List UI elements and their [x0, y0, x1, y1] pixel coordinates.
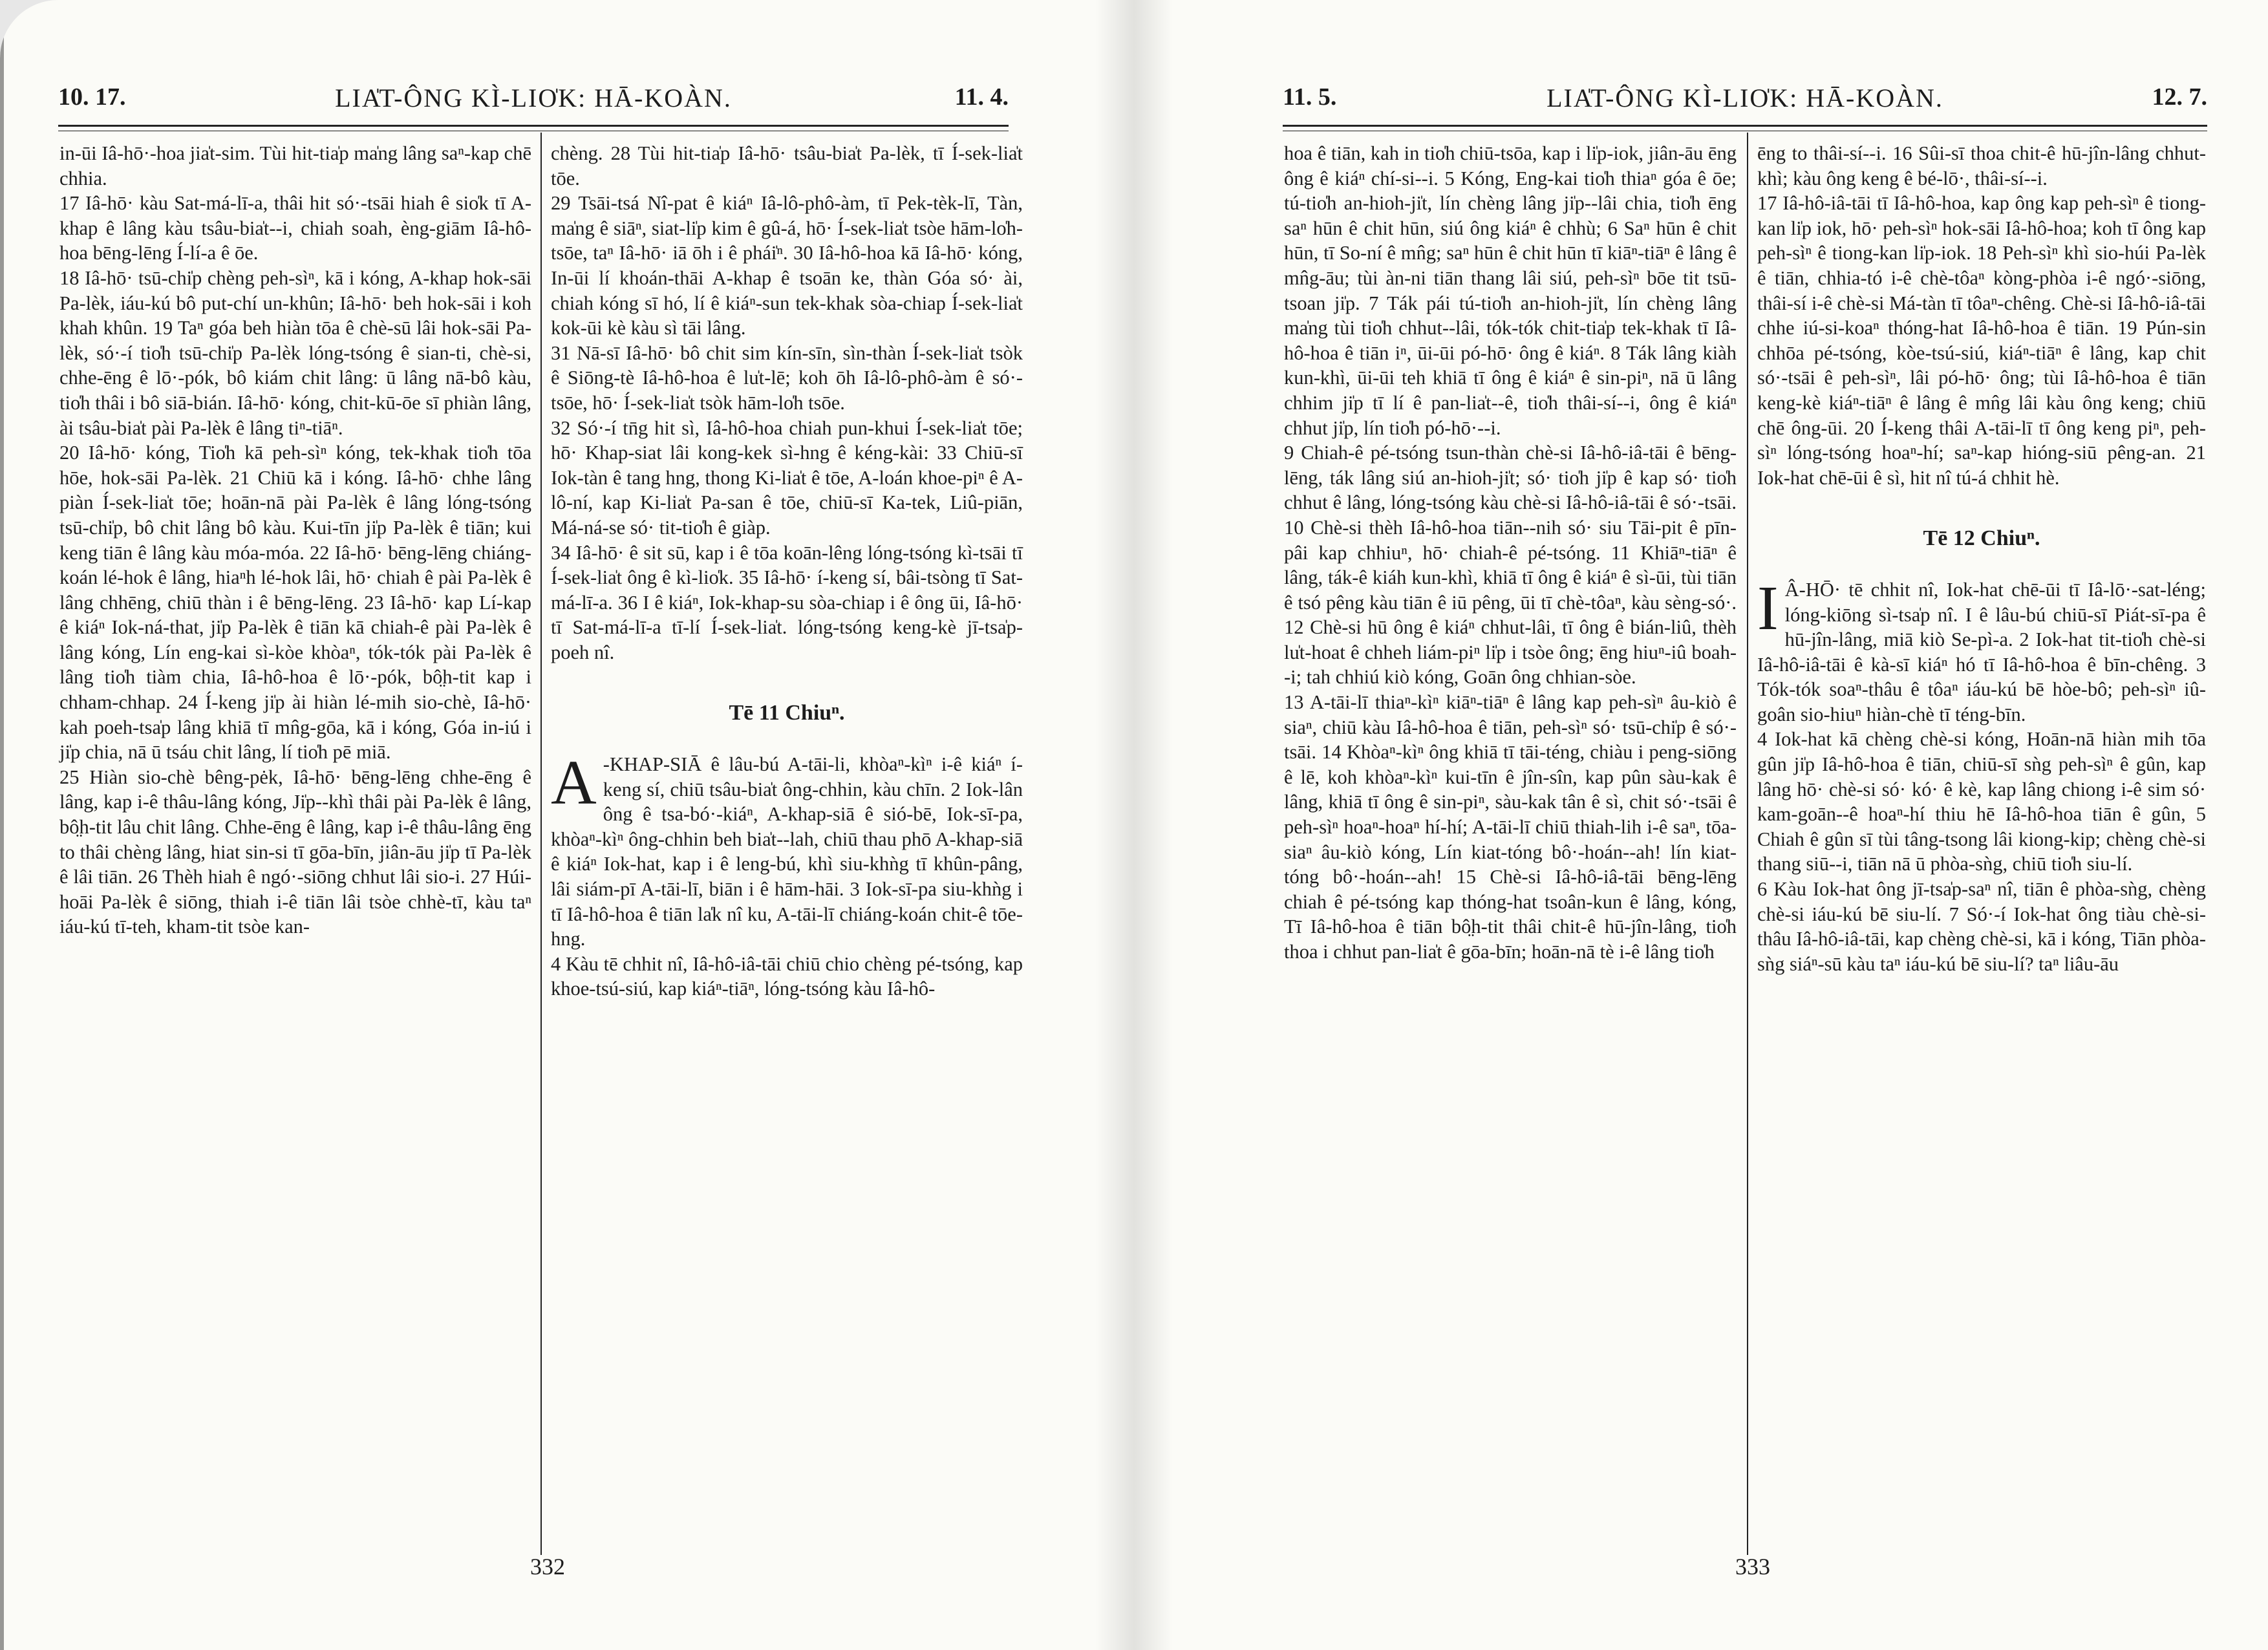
paragraph: 4 Kàu tē chhit nî, Iâ-hô-iâ-tāi chiū chio chèng pé-tsóng, kap khoe-tsú-siú, kap kiáⁿ-tiāⁿ, lóng-tsóng kàu Iâ-hô-: [551, 952, 1023, 1000]
column-divider: [1747, 133, 1748, 1555]
header-verse-ref-end: 12. 7.: [2152, 83, 2207, 111]
drop-cap: I: [1757, 573, 1779, 643]
paragraph: ēng to thâi-sí--i. 16 Sûi-sī thoa chit-ê hū-jîn-lâng chhut-khì; kàu ông keng ê bé-lō·, thâi-sí--i.: [1757, 142, 2206, 189]
chapter-heading: Tē 12 Chiuⁿ.: [1923, 526, 2040, 551]
paragraph: 13 A-tāi-lī thiaⁿ-kìⁿ kiāⁿ-tiāⁿ ê lâng kap peh-sìⁿ âu-kiò ê siaⁿ, chiū kàu Iâ-hô-hoa ê tiān, peh-sìⁿ só· tsū-chi̍p ê só·-tsāi. 14 Khòaⁿ-kìⁿ ông khiā tī tāi-téng, chiàu i peng-siōng ê lē, koh khòaⁿ-kìⁿ kui-tīn ê jîn-sîn, kap pûn sàu-kak ê lâng, khiā tī ông ê sin-piⁿ, sàu-kak tân ê sì, chit só·-tsāi ê peh-sìⁿ hoaⁿ-hoaⁿ hí-hí; A-tāi-lī chiū thiah-lih i-ê saⁿ, tōa-siaⁿ âu-kiò kóng, Lín kiat-tóng bô·-hoán--ah! lín kiat-tóng bô·-hoán--ah! 15 Chè-si Iâ-hô-iâ-tāi bēng-lēng chiah ê pé-tsóng kap thóng-hat tsoân-kun ê lâng, kóng, Tī Iâ-hô-hoa ê tiān bô̤h-tit thâi chit-ê hū-jîn-lâng, tio̍h thoa i chhut pan-lia̍t ê gōa-bīn; hoān-nā tè i-ê lâng tio̍h: [1284, 691, 1737, 963]
right-page: [1134, 0, 2268, 1650]
paragraph-text: -KHAP-SIĀ ê lâu-bú A-tāi-li, khòaⁿ-kìⁿ i-ê kiáⁿ í-keng sí, chiū tsâu-bia̍t ông-chhin, kàu chīn. 2 Iok-lân ông ê tsa-bó·-kiáⁿ, A-khap-siā ê sió-bē, Iok-sī-pa, khòaⁿ-kìⁿ ông-chhin beh bia̍t--lah, chiū thau phō A-khap-siā ê kiáⁿ Iok-hat, kap i ê leng-bú, khì siu-khǹg tī khûn-pâng, lâi siám-pī A-tāi-lī, biān i ê hām-hāi. 3 Iok-sī-pa siu-khǹg i tī Iâ-hô-hoa ê tiān la̍k nî ku, A-tāi-lī chiáng-koán chit-ê tōe-hng.: [551, 753, 1023, 950]
text-column-1: [1284, 141, 1737, 1531]
paragraph: 17 Iâ-hō· kàu Sat-má-lī-a, thâi hit só·-tsāi hiah ê sio̍k tī A-khap ê lâng kàu tsâu-bia̍t--i, chiah soah, èng-giām Iâ-hô-hoa bēng-lēng Í-lí-a ê ōe.: [59, 192, 531, 264]
paragraph: 31 Nā-sī Iâ-hō· bô chit sim kín-sīn, sìn-thàn Í-sek-lia̍t tsòk ê Siōng-tè Iâ-hô-hoa ê lu̍t-lē; koh ōh Iâ-lô-phô-àm ê só·-tsōe, hō· Í-sek-lia̍t tsòk hām-lo̍h tsōe.: [551, 341, 1023, 414]
header-rule: [58, 125, 1009, 127]
paragraph: 18 Iâ-hō· tsū-chi̍p chèng peh-sìⁿ, kā i kóng, A-khap hok-sāi Pa-lèk, iáu-kú bô put-chí un-khûn; Iâ-hō· beh hok-sāi i koh khah khûn. 19 Taⁿ góa beh hiàn tōa ê chè-sū lâi hok-sāi Pa-lèk, só·-í tio̍h tsū-chi̍p Pa-lèk lóng-tsóng ê sian-ti, chè-si, chhe-ēng ê lō·-pók, bô kiám chit lâng: ū lâng nā-bô kàu, tio̍h thâi i bô siā-bián. Iâ-hō· kóng, chit-kū-ōe sī phiàn lâng, ài tsâu-bia̍t pài Pa-lèk ê lâng tiⁿ-tiāⁿ.: [59, 266, 531, 439]
gutter-shadow: [1095, 0, 1134, 1650]
paragraph: 25 Hiàn sio-chè bêng-pėk, Iâ-hō· bēng-lēng chhe-ēng ê lâng, kap i-ê thâu-lâng kóng, Ji̍p--khì thâi pài Pa-lèk ê lâng, bô̤h-tit lâu chit lâng. Chhe-ēng ê lâng, kap i-ê thâu-lâng ēng to thâi chèng lâng, hiat sin-si tī gōa-bīn, jiân-āu ji̍p tī Pa-lèk ê lâi tiān. 26 Thèh hiah ê ngó·-siōng chhut lâi sio-i. 27 Húi-hoāi Pa-lèk ê siōng, thiah i-ê tiān lâi tsòe chhè-tī, kàu taⁿ iáu-kú tī-teh, kham-tit tsòe kan-: [59, 766, 531, 938]
column-divider: [540, 133, 542, 1555]
text-column-2: [551, 141, 1023, 1531]
chapter-opening-paragraph: [1757, 573, 2206, 727]
gutter-shadow: [1134, 0, 1173, 1650]
running-header: [58, 83, 1009, 122]
chapter-opening-paragraph: [551, 748, 1023, 952]
page-number: 332: [530, 1554, 565, 1580]
paragraph: in-ūi Iâ-hō·-hoa jia̍t-sim. Tùi hit-tia̍p ma̍ng lâng saⁿ-kap chē chhia.: [59, 142, 531, 189]
paragraph: chèng. 28 Tùi hit-tia̍p Iâ-hō· tsâu-bia̍t Pa-lèk, tī Í-sek-lia̍t tōe.: [551, 142, 1023, 189]
text-column-1: [59, 141, 531, 1531]
paragraph-text: Â-HŌ· tē chhit nî, Iok-hat chē-ūi tī Iâ-lō·-sat-léng; lóng-kiōng sì-tsa̍p nî. I ê lâu-bú chiū-sī Piát-sī-pa ê hū-jîn-lâng, miā kiò Se-pì-a. 2 Iok-hat tit-tio̍h chè-si Iâ-hô-iâ-tāi ê kà-sī kiáⁿ hó tī Iâ-hô-hoa ê bīn-chêng. 3 Tók-tók soaⁿ-thâu ê tôaⁿ iáu-kú bē hòe-bô; peh-sìⁿ iû-goân sio-hiuⁿ hiàn-chè tī téng-bīn.: [1757, 578, 2206, 725]
drop-cap: A: [551, 748, 597, 819]
paragraph: 6 Kàu Iok-hat ông jī-tsa̍p-saⁿ nî, tiān ê phòa-sǹg, chèng chè-si iáu-kú bē siu-lí. 7 Só·-í Iok-hat ông tiàu chè-si-thâu Iâ-hô-iâ-tāi, kap chèng chè-si, kā i kóng, Tiān phòa-sǹg siáⁿ-sū kàu taⁿ iáu-kú bē siu-lí? taⁿ liâu-āu: [1757, 878, 2206, 975]
running-header: [1283, 83, 2207, 122]
paragraph: hoa ê tiān, kah in tio̍h chiū-tsōa, kap i li̍p-iok, jiân-āu ēng ông ê kiáⁿ chí-si--i. 5 Kóng, Eng-kai tio̍h thiaⁿ góa ê ōe; tú-tio̍h an-hioh-ji̍t, lín chèng lâng ji̍p--lâi chia, tio̍h ēng saⁿ hūn ê chit hūn, siú ông kiáⁿ ê chhù; 6 Saⁿ hūn ê chit hūn, tī So-ní ê mn̂g; saⁿ hūn ê chit hūn tī kiāⁿ-tiāⁿ ê lâng ê mn̂g-āu; tùi àn-ni tiān thang lâi siú, peh-sìⁿ bōe tit tsū-tsoan ji̍p. 7 Ták pái tú-tio̍h an-hioh-ji̍t, lín chèng lâng ma̍ng tùi tio̍h chhut--lâi, tók-tók chit-tia̍p tek-khak tī Iâ-hô-hoa ê tiān iⁿ, ūi-ūi pó-hō· ông ê kiáⁿ. 8 Ták lâng kiàh kun-khì, ūi-ūi teh khiā tī ông ê kiáⁿ ê sin-piⁿ, nā ū lâng chhim ji̍p tī lí ê pan-lia̍t--ê, tio̍h thâi-sí--i, ông ê kiáⁿ chhut ji̍p, lín tio̍h pó-hō·--i.: [1284, 142, 1737, 439]
header-verse-ref-end: 11. 4.: [954, 83, 1009, 111]
chapter-heading: Tē 11 Chiuⁿ.: [729, 701, 845, 725]
header-book-title: LIA̍T-ÔNG KÌ-LIO̍K: HĀ-KOÀN.: [335, 83, 732, 112]
book-edge: [0, 0, 4, 1650]
paragraph: 32 Só·-í tn̄g hit sì, Iâ-hô-hoa chiah pun-khui Í-sek-lia̍t tōe; hō· Khap-siat lâi kong-kek sì-hng ê kéng-kài: 33 Chiū-sī Iok-tàn ê tang hng, thong Ki-lia̍t ê tōe, A-loán khoe-piⁿ ê A-lô-ní, kap Ki-lia̍t Pa-san ê tōe, chiū-sī Ka-tek, Liû-piān, Má-ná-se só· tit-tio̍h ê giàp.: [551, 416, 1023, 539]
header-book-title: LIA̍T-ÔNG KÌ-LIO̍K: HĀ-KOÀN.: [1546, 83, 1943, 112]
paragraph: 4 Iok-hat kā chèng chè-si kóng, Hoān-nā hiàn mih tōa gûn ji̍p Iâ-hô-hoa ê tiān, chiū-sī sǹg peh-sìⁿ ê gûn, kap lâng hō· chè-si só· kó· ê kè, kap lâng chiong i-ê sim só· kam-goān--ê hoaⁿ-hí thiu hē Iâ-hô-hoa tiān ê gûn, 5 Chiah ê gûn sī tùi tâng-tsong lâi kiong-kip; chèng chè-si thang siū--i, tiān nā ū phòa-sǹg, chiū tio̍h siu-lí.: [1757, 728, 2206, 875]
header-verse-ref-start: 11. 5.: [1283, 83, 1337, 111]
header-verse-ref-start: 10. 17.: [58, 83, 126, 111]
header-rule: [1283, 125, 2207, 127]
paragraph: 34 Iâ-hō· ê sit sū, kap i ê tōa koān-lêng lóng-tsóng kì-tsāi tī Í-sek-lia̍t ông ê kì-lio̍k. 35 Iâ-hō· í-keng sí, bâi-tsòng tī Sat-má-lī-a. 36 I ê kiáⁿ, Iok-khap-su sòa-chiap i ê ông ūi, Iâ-hō· tī Sat-má-lī-a tī-lí Í-sek-lia̍t. lóng-tsóng keng-kè jī-tsa̍p-poeh nî.: [551, 541, 1023, 663]
paragraph: 9 Chiah-ê pé-tsóng tsun-thàn chè-si Iâ-hô-iâ-tāi ê bēng-lēng, ták lâng siú an-hioh-ji̍t; só· tio̍h ji̍p ê kap só· tio̍h chhut ê lâng, lóng-tsóng kàu chè-si Iâ-hô-iâ-tāi ê só·-tsāi. 10 Chè-si thèh Iâ-hô-hoa tiān--nih só· siu Tāi-pit ê pīn-pâi kap chhiuⁿ, hō· chiah-ê pé-tsóng. 11 Khiāⁿ-tiāⁿ ê lâng, ták-ê kiáh kun-khì, khiā tī ông ê kiáⁿ ê sì-ūi, tùi tiān ê tsó pêng kàu tiān ê iū pêng, ūi tī chè-tôaⁿ, kàu sèng-só·. 12 Chè-si hū ông ê kiáⁿ chhut-lâi, tī ông ê bián-liû, thèh lu̍t-hoat ê chheh liám-piⁿ li̍p i tsòe ông; ēng hiuⁿ-iû boah--i; tah chhiú kiò kóng, Goān ông chhian-sòe.: [1284, 442, 1737, 689]
text-column-2: [1757, 141, 2206, 1531]
paragraph: 17 Iâ-hô-iâ-tāi tī Iâ-hô-hoa, kap ông kap peh-sìⁿ ê tiong-kan li̍p iok, hō· peh-sìⁿ hok-sāi Iâ-hô-hoa; koh tī ông kap peh-sìⁿ ê tiong-kan li̍p-iok. 18 Peh-sìⁿ khì sio-húi Pa-lèk ê tiān, chhia-tó i-ê chè-tôaⁿ kòng-phòa i-ê ngó·-siōng, thâi-sí i-ê chè-si Má-tàn tī tôaⁿ-chêng. Chè-si Iâ-hô-iâ-tāi chhe iú-si-koaⁿ thóng-hat Iâ-hô-hoa ê tiān. 19 Pún-sin chhōa pé-tsóng, kòe-tsú-siú, kiáⁿ-tiāⁿ ê lâng, kap chit só·-tsāi ê peh-sìⁿ, lâi pó-hō· ông; tùi Iâ-hô-hoa ê tiān keng-kè kiáⁿ-tiāⁿ ê lâng ê mn̂g lâi kàu ông keng; chiū chē ông-ūi. 20 Í-keng thâi A-tāi-lī tī ông keng piⁿ, peh-sìⁿ lóng-tsóng hoaⁿ-hí; saⁿ-kap hióng-siū pêng-an. 21 Iok-hat chē-ūi ê sì, hit nî tú-á chhit hè.: [1757, 192, 2206, 489]
paragraph: 29 Tsāi-tsá Nî-pat ê kiáⁿ Iâ-lô-phô-àm, tī Pek-tèk-lī, Tàn, ma̍ng ê siāⁿ, siat-li̍p kim ê gû-á, hō· Í-sek-lia̍t tsòe hām-lo̍h-tsōe, taⁿ Iâ-hō· iā ōh i ê phái̍ⁿ. 30 Iâ-hô-hoa kā Iâ-hō· kóng, In-ūi lí khoán-thāi A-khap ê tsoān ke, thàn Góa só· ài, chiah kóng sī hó, lí ê kiáⁿ-sun tek-khak sòa-chiap Í-sek-lia̍t kok-ūi kè kàu sì tāi lâng.: [551, 192, 1023, 339]
paragraph: 20 Iâ-hō· kóng, Tio̍h kā peh-sìⁿ kóng, tek-khak tio̍h tōa hōe, hok-sāi Pa-lèk. 21 Chiū kā i kóng. Iâ-hō· chhe lâng piàn Í-sek-lia̍t tōe; hoān-nā pài Pa-lèk ê lâng lóng-tsóng tsū-chi̍p, bô chit lâng bô kàu. Kui-tīn ji̍p Pa-lèk ê tiān; kui keng tiān ê lâng kàu móa-móa. 22 Iâ-hō· bēng-lēng chiáng-koán lé-hok ê lâng, hiaⁿh lé-hok lâi, hō· chiah ê pài Pa-lèk ê lâng chhēng, chiū thàn i ê bēng-lēng. 23 Iâ-hō· kap Lí-kap ê kiáⁿ Iok-ná-that, ji̍p Pa-lèk ê tiān kā chiah-ê pài Pa-lèk ê lâng kóng, Lín eng-kai sì-kòe khòaⁿ, tók-tók pài Pa-lèk ê lâng tio̍h tiàm chia, Iâ-hô-hoa ê lō·-pók, bô̤h-tit kap i chham-chhap. 24 Í-keng ji̍p ài hiàn lé-mih sio-chè, Iâ-hō· kah poeh-tsa̍p lâng khiā tī mn̂g-gōa, kā i kóng, Góa in-iú i ji̍p chia, nā ū tsáu chit lâng, lí tio̍h pē miā.: [59, 442, 531, 764]
page-number: 333: [1735, 1554, 1770, 1580]
